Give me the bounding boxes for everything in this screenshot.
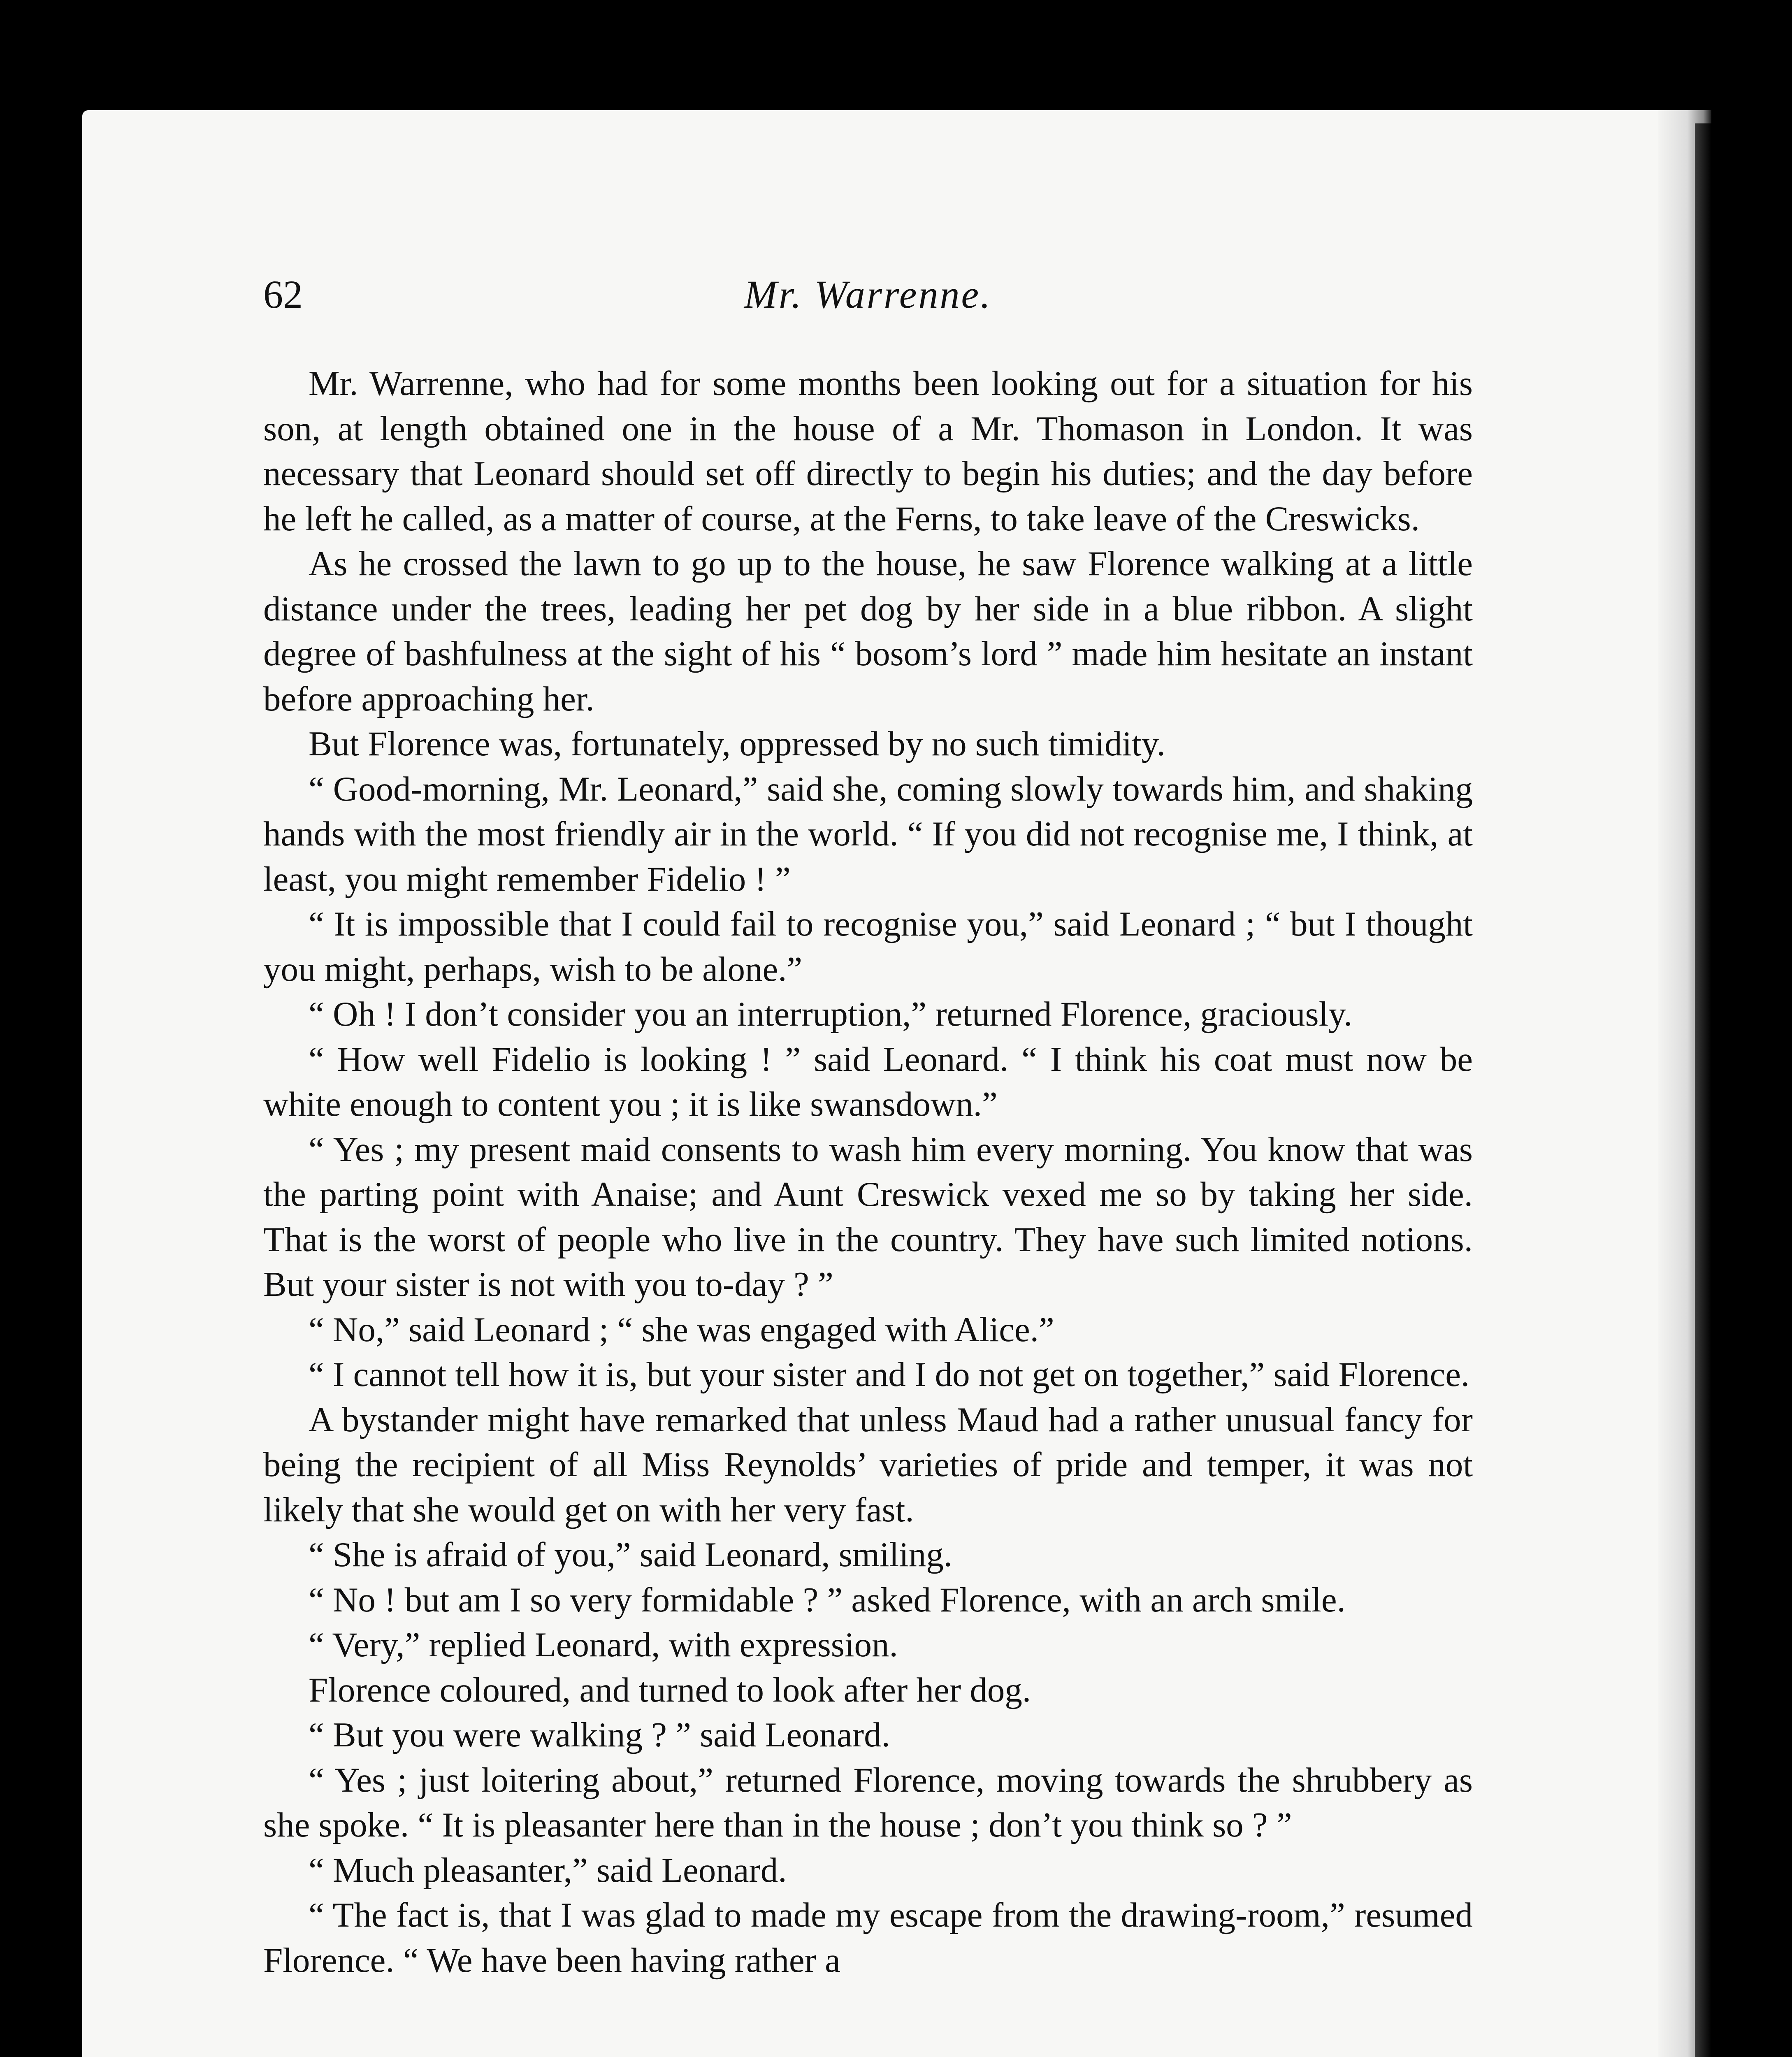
paragraph: A bystander might have remarked that unless Maud had a rather unusual fancy for being the recipient of all Miss Reynolds’ varieties of pride and temper, it was not likely that she would get on with her very fast.: [263, 1400, 1473, 1529]
running-head: [263, 272, 1473, 317]
paragraph: Mr. Warrenne, who had for some months been looking out for a situation for his son, at length obtained one in the house of a Mr. Thomason in London. It was necessary that Leonard should set off directly to begin his duties; and the day before he left he called, as a matter of course, at the Ferns, to take leave of the Creswicks.: [263, 364, 1473, 538]
paragraph: “ Oh ! I don’t consider you an interruption,” returned Florence, graciously.: [309, 995, 1353, 1033]
paragraph: “ She is afraid of you,” said Leonard, smiling.: [309, 1535, 953, 1574]
page-binding-edge: [1695, 123, 1711, 2057]
paragraph: “ The fact is, that I was glad to made my escape from the drawing-room,” resumed Florence. “ We have been having rather a: [263, 1896, 1473, 1980]
paragraph: “ Yes ; my present maid consents to wash him every morning. You know that was the parting point with Anaise; and Aunt Creswick vexed me so by taking her side. That is the worst of people who live in the country. They have such limited notions. But your sister is not with you to-day ? ”: [263, 1130, 1473, 1304]
body-text: [263, 361, 1473, 1983]
paragraph: “ But you were walking ? ” said Leonard.: [309, 1716, 890, 1754]
paragraph: “ Yes ; just loitering about,” returned Florence, moving towards the shrubbery as she spoke. “ It is pleasanter here than in the house ; don’t you think so ? ”: [263, 1760, 1473, 1844]
paragraph: As he crossed the lawn to go up to the house, he saw Florence walking at a little distance under the trees, leading her pet dog by her side in a blue ribbon. A slight degree of bashfulness at the sight of his “ bosom’s lord ” made him hesitate an instant before approaching her.: [263, 544, 1473, 718]
paragraph: “ I cannot tell how it is, but your sister and I do not get on together,” said Florence.: [309, 1355, 1470, 1394]
page-number: 62: [263, 272, 303, 316]
paragraph: “ Good-morning, Mr. Leonard,” said she, coming slowly towards him, and shaking hands with the most friendly air in the world. “ If you did not recognise me, I think, at least, you might remember Fidelio ! ”: [263, 769, 1473, 898]
paragraph: But Florence was, fortunately, oppressed by no such timidity.: [309, 724, 1165, 763]
chapter-title: Mr. Warrenne.: [744, 272, 992, 316]
paragraph: “ How well Fidelio is looking ! ” said Leonard. “ I think his coat must now be white enough to content you ; it is like swansdown.”: [263, 1040, 1473, 1124]
paragraph: “ Much pleasanter,” said Leonard.: [309, 1850, 787, 1890]
paragraph: Florence coloured, and turned to look after her dog.: [309, 1670, 1031, 1709]
paragraph: “ No ! but am I so very formidable ? ” asked Florence, with an arch smile.: [309, 1580, 1346, 1619]
paragraph: “ No,” said Leonard ; “ she was engaged with Alice.”: [309, 1310, 1054, 1349]
paragraph: “ It is impossible that I could fail to recognise you,” said Leonard ; “ but I thought you might, perhaps, wish to be alone.”: [263, 905, 1473, 989]
paragraph: “ Very,” replied Leonard, with expression.: [309, 1625, 898, 1664]
